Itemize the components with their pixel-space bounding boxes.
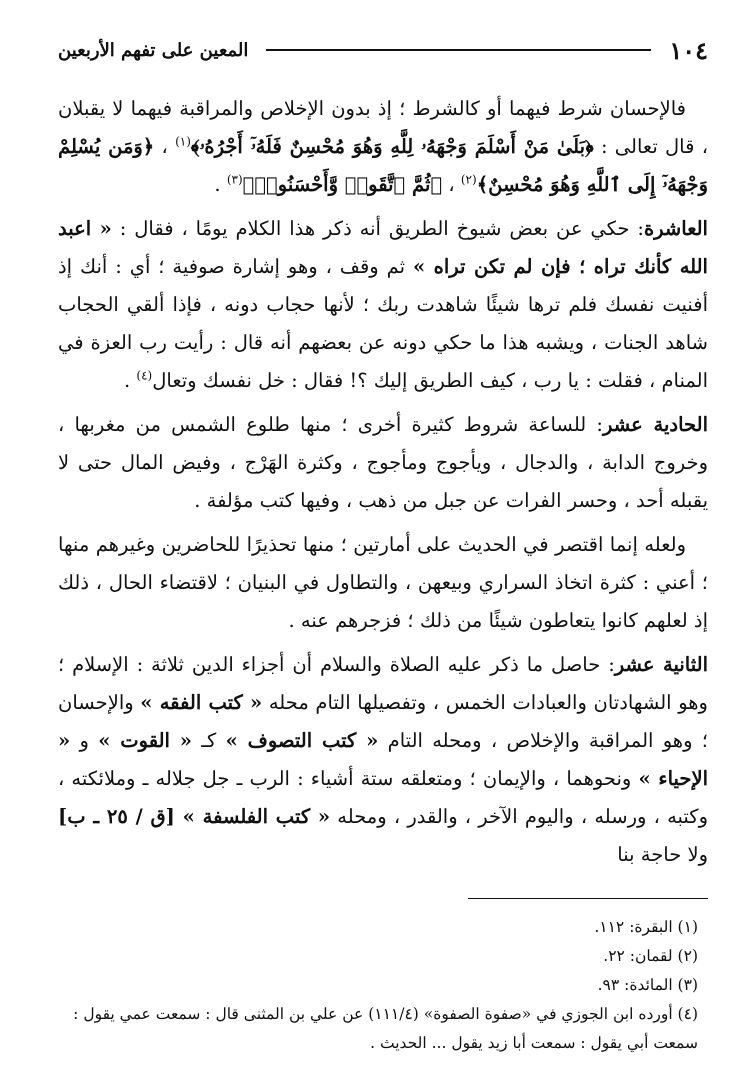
footnote-ref: (٢): [460, 172, 477, 187]
footnote-item: (٤) أورده ابن الجوزي في «صفوة الصفوة» (١١١/٤) عن علي بن المثنى قال : سمعت عمي يقول : سمعت أبي يقول : سمعت أبا زيد يقول ... الحديث .: [73, 1005, 698, 1052]
book-reference: « كتب التصوف »: [225, 729, 379, 752]
footnote-item: (١) البقرة: ١١٢.: [594, 918, 698, 936]
running-title: المعين على تفهم الأربعين: [58, 39, 249, 61]
text-segment: ولعله إنما اقتصر في الحديث على أمارتين ؛ منها تحذيرًا للحاضرين وغيرهم منها ؛ أعني : كثرة اتخاذ السراري وبيعهن ، والتطاول في البنيان ؛ لاقتضاء الحال ، ذلك إذ لعلهم كانوا يتعاطون شيئًا من ذلك ؛ فزجرهم عنه .: [58, 533, 708, 632]
hadith-quote: « اعبد الله كأنك تراه ؛ فإن لم تكن تراه »: [58, 217, 708, 278]
page-number: ١٠٤: [669, 35, 708, 65]
text-segment: ولا حاجة بنا: [617, 843, 708, 866]
paragraph-ihsan: [58, 90, 708, 204]
footnote-separator: [468, 898, 708, 899]
header-rule: [266, 49, 651, 51]
point-heading: العاشرة: [643, 217, 708, 240]
footnote-ref: (١): [175, 134, 191, 149]
main-text: [58, 90, 708, 874]
text-segment: : للساعة شروط كثيرة أخرى ؛ منها طلوع الشمس من مغربها ، وخروج الدابة ، والدجال ، ويأجوج ومأجوج ، وكثرة الهَرْج ، وفيض المال حتى لا يقبله أحد ، وحسر الفرات عن جبل من ذهب ، وفيها كتب مؤلفة .: [58, 413, 708, 512]
paragraph-twelfth: [58, 646, 708, 874]
footnote-ref: (٣): [226, 172, 243, 187]
text-segment: ،: [442, 173, 461, 196]
quran-quote: ﴿ثُمَّ ٱتَّقَوا۟ وَّأَحْسَنُوا۟﴾: [242, 173, 443, 196]
footnotes: [58, 913, 708, 1058]
page-header: [58, 30, 708, 70]
text-segment: .: [214, 173, 227, 196]
text-segment: : حكي عن بعض شيوخ الطريق أنه ذكر هذا الكلام يومًا ، فقال :: [111, 217, 644, 240]
book-reference: « الإحياء »: [58, 729, 708, 790]
point-heading: الحادية عشر: [602, 413, 708, 436]
text-segment: فالإحسان شرط فيهما أو كالشرط ؛ إذ بدون الإخلاص والمراقبة فيهما لا يقبلان ، قال تعالى :: [58, 97, 708, 158]
book-page: [58, 30, 708, 1058]
book-reference: « القوت »: [98, 729, 192, 752]
text-segment: ثم وقف ، وهو إشارة صوفية ؛ أي : أنك إذ أفنيت نفسك فلم ترها شيئًا شاهدت ربك ؛ لأنها حجاب دونه ، فإذا ألقي الحجاب شاهد الجنات ، ويشبه هذا ما حكي دونه عن بعضهم أنه قال : رأيت رب العزة في المنام ، فقلت : يا رب ، كيف الطريق إليك ؟! فقال : خل نفسك وتعال: [58, 255, 708, 392]
text-segment: : حاصل ما ذكر عليه الصلاة والسلام أن أجزاء الدين ثلاثة : الإسلام ؛ وهو الشهادتان والعبادات الخمس ، وتفصيلها التام محله: [58, 653, 708, 714]
footnote-item: (٣) المائدة: ٩٣.: [597, 976, 698, 994]
quran-quote: ﴿وَمَن يُسْلِمْ وَجْهَهُۥٓ إِلَى ٱللَّهِ وَهُوَ مُحْسِنٌ﴾: [58, 135, 708, 196]
paragraph-eleventh: [58, 406, 708, 520]
text-segment: ونحوهما ، والإيمان ؛ ومتعلقه ستة أشياء : الرب ـ جل جلاله ـ وملائكته ، وكتبه ، ورسله ، واليوم الآخر ، والقدر ، ومحله: [58, 767, 709, 828]
text-segment: .: [123, 369, 137, 392]
footnote-item: (٢) لقمان: ٢٢.: [603, 947, 698, 965]
text-segment: والإحسان ؛ وهو المراقبة والإخلاص ، ومحله التام: [58, 691, 708, 752]
footnote-ref: (٤): [136, 368, 153, 383]
text-segment: و: [70, 729, 99, 752]
quran-quote: ﴿بَلَىٰ مَنْ أَسْلَمَ وَجْهَهُۥ لِلَّهِ وَهُوَ مُحْسِنٌ فَلَهُۥٓ أَجْرُهُۥ﴾: [190, 135, 594, 158]
manuscript-folio-marker: [ق / ٢٥ ـ ب]: [58, 805, 183, 828]
text-segment: ،: [154, 135, 176, 158]
text-segment: كـ: [192, 729, 226, 752]
book-reference: « كتب الفلسفة »: [182, 805, 331, 828]
point-heading: الثانية عشر: [614, 653, 708, 676]
paragraph-tenth: [58, 210, 708, 400]
book-reference: « كتب الفقه »: [140, 691, 263, 714]
paragraph-signs: [58, 526, 708, 640]
